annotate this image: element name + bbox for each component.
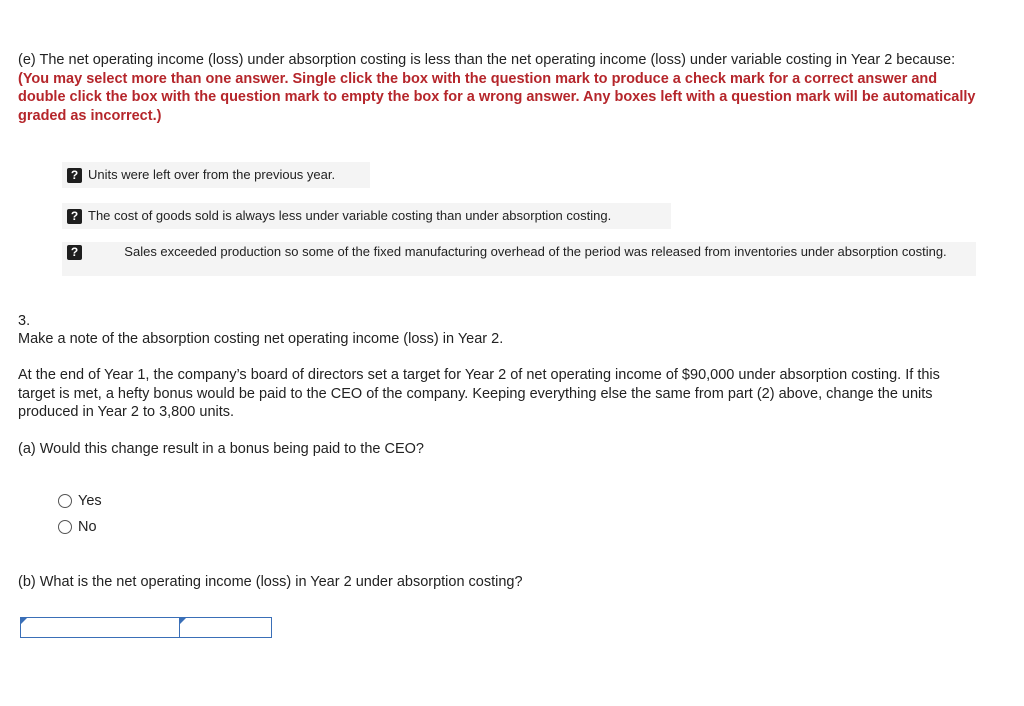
scenario-paragraph: At the end of Year 1, the company’s board of directors set a target for Year 2 of net operating income of $90,000 under absorption costing. If this target is met, a hefty bonus would be paid to the CEO of the company. Keeping everything else the same from part (2) above, change the units produced in Year 2 to 3,800 units. [18,367,940,420]
note-text: Make a note of the absorption costing net operating income (loss) in Year 2. [18,331,504,347]
question-a: (a) Would this change result in a bonus being paid to the CEO? [18,441,424,457]
answer-amount-input[interactable] [179,617,272,638]
section-number: 3. [18,313,31,329]
option-3-label: Sales exceeded production so some of the fixed manufacturing overhead of the period was released from inventories under absorption costing. [124,244,947,259]
answer-label-input[interactable] [20,617,181,638]
input-corner-marker [21,618,27,624]
part-e-question [18,51,978,125]
radio-yes-label: Yes [78,493,102,509]
radio-no[interactable] [58,520,72,534]
option-3 [62,242,976,276]
input-corner-marker [180,618,186,624]
part-e-instructions: (You may select more than one answer. Single click the box with the question mark to produce a check mark for a correct answer and double click the box with the question mark to empty the box for a wrong answer. Any boxes left with a question mark will be automatically graded as incorrect.) [18,70,976,124]
radio-yes[interactable] [58,494,72,508]
radio-yes-row[interactable] [58,493,102,509]
question-mark-checkbox[interactable]: ? [67,245,82,260]
part-e-question-text: (e) The net operating income (loss) under absorption costing is less than the net operating income (loss) under variable costing in Year 2 because: [18,52,956,68]
option-2-label: The cost of goods sold is always less under variable costing than under absorption costing. [88,208,612,223]
radio-no-label: No [78,519,97,535]
question-b: (b) What is the net operating income (loss) in Year 2 under absorption costing? [18,574,523,590]
option-2 [62,203,671,229]
radio-no-row[interactable] [58,519,97,535]
option-1 [62,162,370,188]
question-mark-checkbox[interactable]: ? [67,209,82,224]
option-1-label: Units were left over from the previous year. [88,167,336,182]
question-mark-checkbox[interactable]: ? [67,168,82,183]
